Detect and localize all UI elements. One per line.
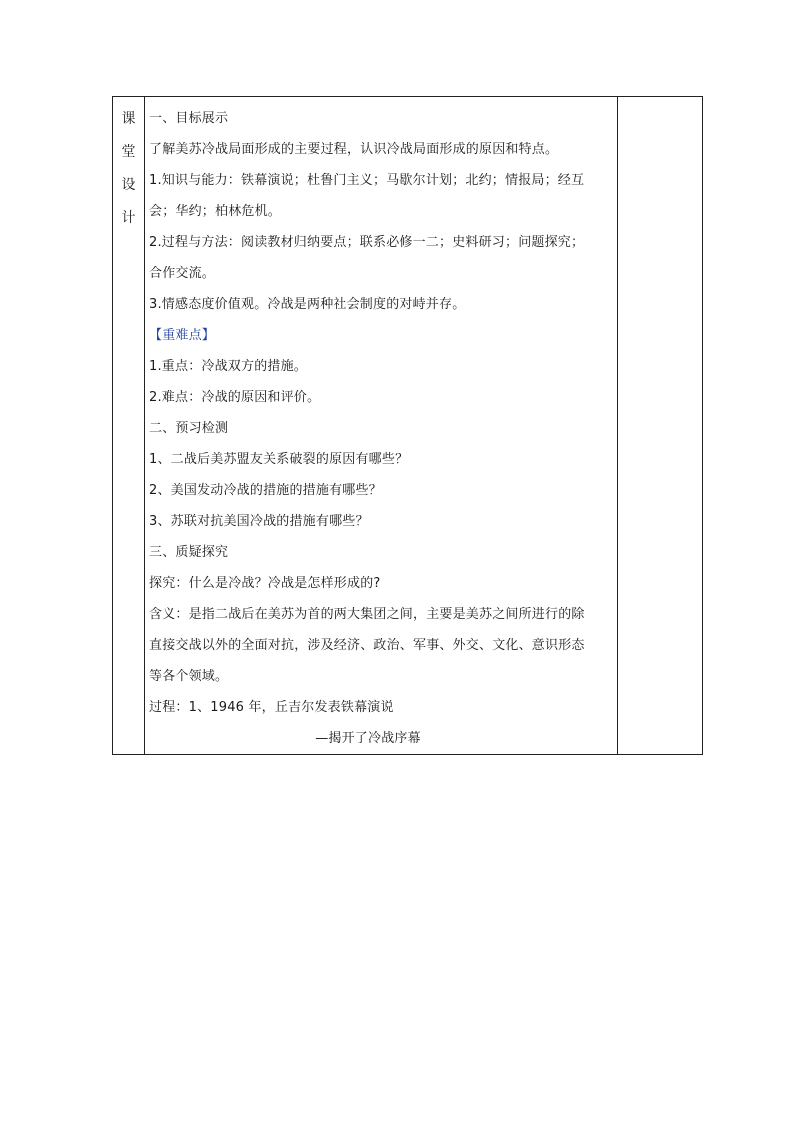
section-heading-inquiry: 三、质疑探究 [149, 545, 229, 560]
side-label [113, 97, 144, 235]
lesson-content [145, 97, 617, 754]
side-label-cell [113, 97, 145, 755]
goal-knowledge-cont: 会；华约；柏林危机。 [149, 204, 282, 219]
side-label-char: 堂 [121, 144, 136, 160]
content-cell [145, 97, 618, 755]
goal-knowledge: 1.知识与能力：铁幕演说；杜鲁门主义；马歇尔计划；北约；情报局；经互 [149, 173, 585, 188]
difficult-point: 2.难点：冷战的原因和评价。 [149, 390, 321, 405]
key-points-heading: 【重难点】 [149, 328, 216, 343]
inquiry-question: 探究：什么是冷战？冷战是怎样形成的? [149, 576, 381, 591]
process-note: —揭开了冷战序幕 [315, 731, 421, 746]
section-heading-preview: 二、预习检测 [149, 421, 229, 436]
process-text: 过程：1、1946 年，丘吉尔发表铁幕演说 [149, 700, 394, 715]
preview-question: 1、二战后美苏盟友关系破裂的原因有哪些？ [149, 452, 409, 467]
notes-cell [618, 97, 703, 755]
preview-question: 3、苏联对抗美国冷战的措施有哪些？ [149, 514, 369, 529]
definition-text: 含义：是指二战后在美苏为首的两大集团之间，主要是美苏之间所进行的除 [149, 607, 585, 622]
key-point: 1.重点：冷战双方的措施。 [149, 359, 308, 374]
side-label-char: 设 [121, 177, 136, 193]
preview-question: 2、美国发动冷战的措施的措施有哪些？ [149, 483, 382, 498]
side-label-char: 计 [121, 210, 136, 226]
side-label-char: 课 [121, 111, 136, 127]
goal-attitude: 3.情感态度价值观。冷战是两种社会制度的对峙并存。 [149, 297, 466, 312]
goal-process-cont: 合作交流。 [149, 266, 216, 281]
table-row [113, 97, 703, 755]
section-heading-goals: 一、目标展示 [149, 111, 229, 126]
definition-text-cont: 直接交战以外的全面对抗，涉及经济、政治、军事、外交、文化、意识形态 [149, 638, 585, 653]
goal-summary: 了解美苏冷战局面形成的主要过程，认识冷战局面形成的原因和特点。 [149, 142, 559, 157]
goal-process: 2.过程与方法：阅读教材归纳要点；联系必修一二；史料研习；问题探究； [149, 235, 585, 250]
definition-text-end: 等各个领域。 [149, 669, 229, 684]
lesson-design-table [112, 96, 703, 755]
